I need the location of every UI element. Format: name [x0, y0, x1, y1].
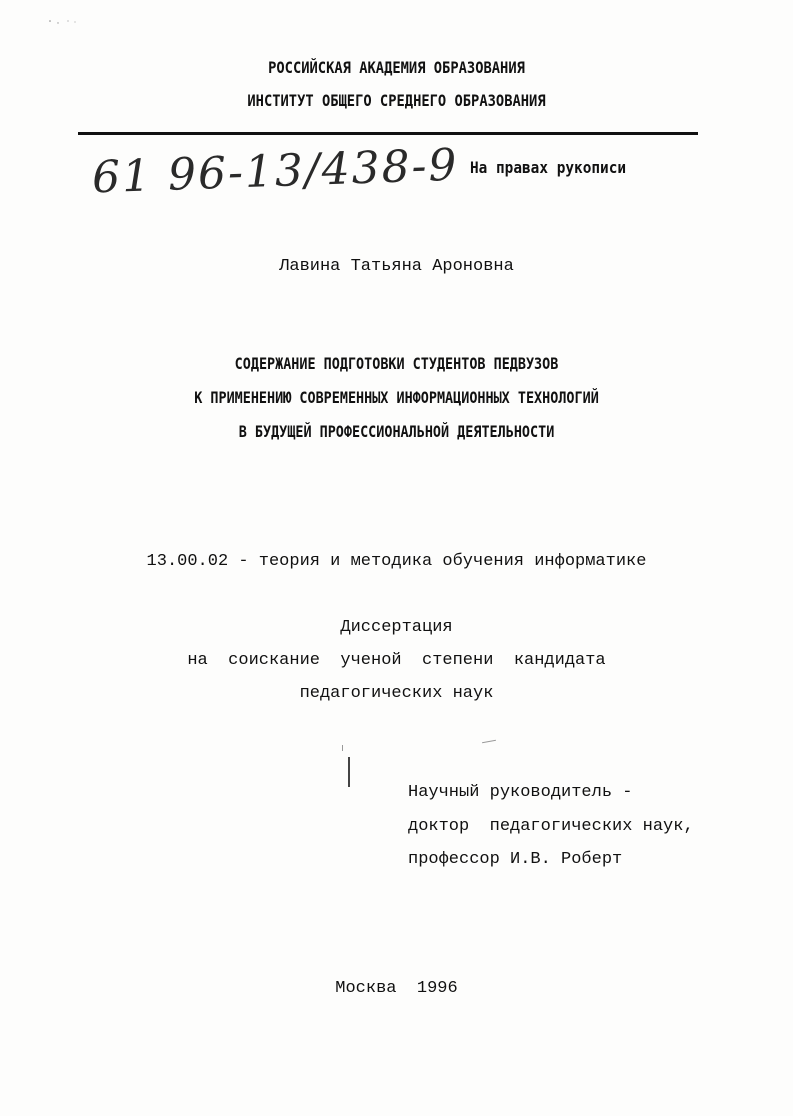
scan-mark-vertical — [348, 757, 350, 787]
degree-field: педагогических наук — [299, 684, 494, 703]
scan-speck-marks — [48, 18, 78, 26]
degree-line: на соискание ученой степени кандидата — [187, 651, 606, 670]
title-line-2: К ПРИМЕНЕНИЮ СОВРЕМЕННЫХ ИНФОРМАЦИОННЫХ ТЕХНОЛОГИЙ — [194, 388, 599, 407]
supervisor-name: профессор И.В. Роберт — [408, 850, 623, 869]
supervisor-label: Научный руководитель - — [408, 783, 633, 802]
specialty-code: 13.00.02 - теория и методика обучения информатике — [146, 552, 647, 571]
institution-academy: РОССИЙСКАЯ АКАДЕМИЯ ОБРАЗОВАНИЯ — [268, 58, 525, 77]
title-line-1: СОДЕРЖАНИЕ ПОДГОТОВКИ СТУДЕНТОВ ПЕДВУЗОВ — [234, 354, 559, 373]
rights-note: На правах рукописи — [470, 158, 627, 177]
scan-mark-dash — [482, 740, 496, 743]
scan-mark-tick — [342, 745, 343, 751]
header-divider — [78, 132, 698, 135]
supervisor-degree: доктор педагогических наук, — [408, 817, 694, 836]
dissertation-label: Диссертация — [340, 618, 453, 637]
author-name: Лавина Татьяна Ароновна — [279, 257, 514, 276]
title-line-3: В БУДУЩЕЙ ПРОФЕССИОНАЛЬНОЙ ДЕЯТЕЛЬНОСТИ — [238, 422, 555, 441]
handwritten-registration-number: 61 96-13/438-9 — [91, 139, 460, 204]
city-year: Москва 1996 — [335, 979, 458, 998]
institution-institute: ИНСТИТУТ ОБЩЕГО СРЕДНЕГО ОБРАЗОВАНИЯ — [247, 91, 546, 110]
